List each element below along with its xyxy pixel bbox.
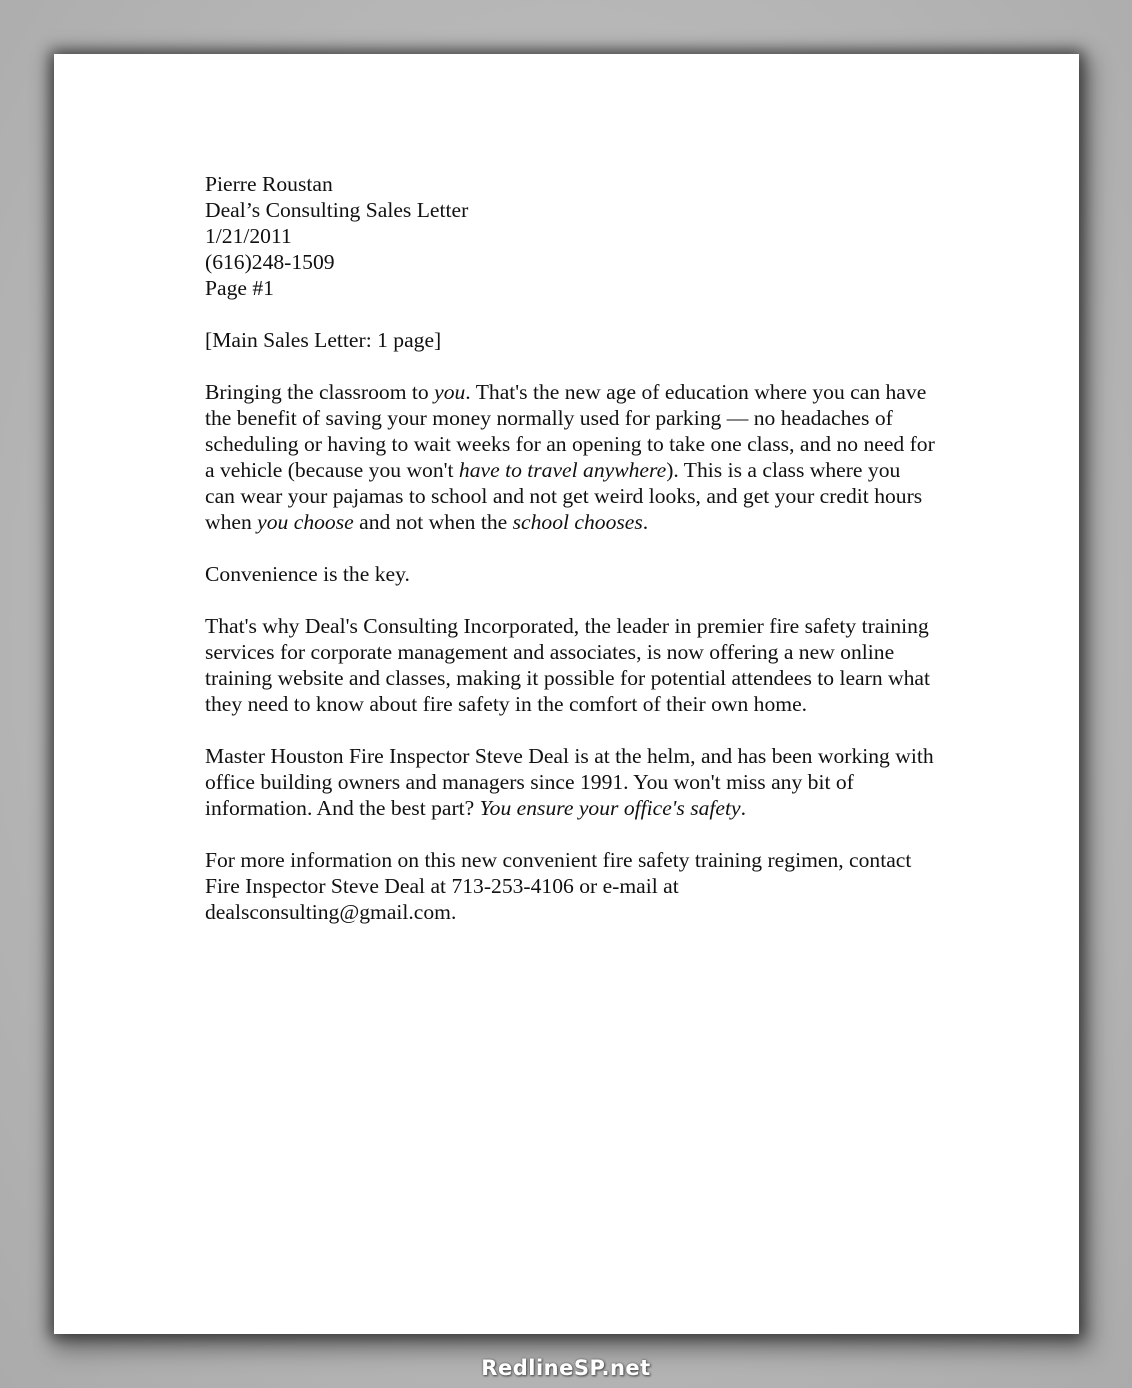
p1-em-you: you — [434, 380, 466, 404]
phone-number: (616)248-1509 — [205, 250, 335, 274]
letter-header — [205, 171, 935, 301]
p4-text-c: . — [740, 796, 746, 820]
paragraph-intro — [205, 379, 935, 535]
p4-em-safety: You ensure your office's safety — [479, 796, 741, 820]
p1-em-travel: have to travel anywhere — [458, 458, 667, 482]
site-watermark: RedlineSP.net — [481, 1356, 651, 1380]
paragraph-inspector — [205, 743, 935, 821]
document-page — [54, 54, 1079, 1334]
letter-title: Deal’s Consulting Sales Letter — [205, 198, 469, 222]
p1-text-a: Bringing the classroom to — [205, 380, 435, 404]
p4-text-a: Master Houston Fire Inspector Steve Deal is at the helm, and has been working with office building owners and managers since 1991. You won't miss any bit of information. And the best part? — [205, 744, 934, 820]
section-label: [Main Sales Letter: 1 page] — [205, 328, 442, 352]
p1-text-e: ). This is a class where you can wear your pajamas to school and not get weird looks, and get your credit hours when — [205, 458, 923, 534]
p1-text-c: . That's the new age of education where you can have the benefit of saving your money normally used for parking — no headaches of scheduling or having to wait weeks for an opening to take one class, and no need for a vehicle (because you won't — [205, 380, 935, 482]
paragraph-company: That's why Deal's Consulting Incorporated, the leader in premier fire safety training services for corporate management and associates, is now offering a new online training website and classes, making it possible for potential attendees to learn what they need to know about fire safety in the comfort of their own home. — [205, 614, 930, 716]
p1-em-school: school chooses — [512, 510, 643, 534]
page-number: Page #1 — [205, 276, 274, 300]
letter-body — [205, 171, 935, 925]
author-name: Pierre Roustan — [205, 172, 333, 196]
letter-date: 1/21/2011 — [205, 224, 292, 248]
p1-em-choose: you choose — [257, 510, 354, 534]
paragraph-convenience: Convenience is the key. — [205, 562, 410, 586]
paragraph-contact: For more information on this new convenient fire safety training regimen, contact Fire Inspector Steve Deal at 713-253-4106 or e-mail at dealsconsulting@gmail.com. — [205, 848, 912, 924]
p1-text-g: and not when the — [353, 510, 513, 534]
p1-text-i: . — [642, 510, 649, 534]
